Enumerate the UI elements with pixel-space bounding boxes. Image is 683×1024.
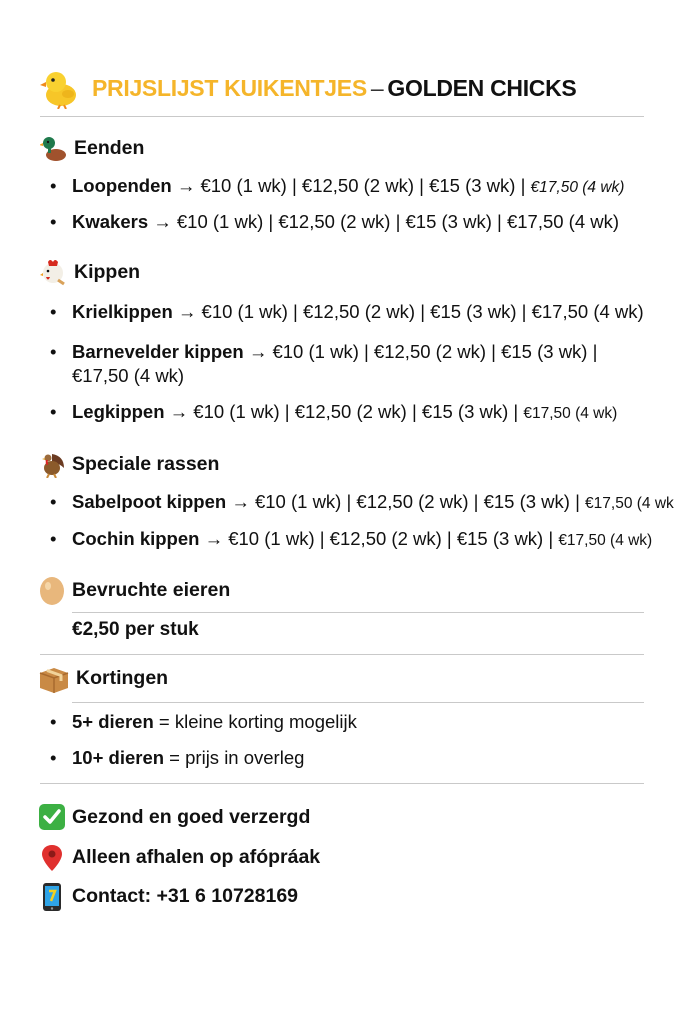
discount-text: = prijs in overleg	[164, 747, 305, 768]
discount-threshold: 5+ dieren	[72, 711, 154, 732]
divider	[40, 654, 644, 655]
footer-contact	[38, 882, 298, 910]
item-prices: → €10 (1 wk) | €12,50 (2 wk) | €15 (3 wk) | €17,50 (4 wk)	[177, 301, 644, 322]
item-name: Kwakers	[72, 211, 149, 232]
item-name: Barnevelder kippen	[72, 341, 244, 362]
item-name: Loopenden	[72, 175, 172, 196]
footer-text: Gezond en goed verzergd	[72, 805, 311, 828]
footer-text: Contact: +31 6 10728169	[72, 884, 299, 907]
title-row	[40, 66, 576, 110]
footer-health	[38, 803, 310, 831]
package-icon	[38, 664, 70, 692]
chick-icon	[40, 67, 80, 109]
footer-text: Alleen afhalen op afópráak	[72, 845, 321, 868]
item-name: Krielkippen	[72, 301, 173, 322]
divider	[40, 116, 644, 117]
list-item: • Krielkippen → €10 (1 wk) | €12,50 (2 wk) | €15 (3 wk) | €17,50 (4 wk)	[50, 301, 644, 322]
egg-price: €2,50 per stuk	[72, 619, 199, 640]
item-prices: → €10 (1 wk) | €12,50 (2 wk) | €15 (3 wk) | €17,50 (4 wk)	[153, 211, 620, 232]
title-dash: –	[370, 74, 384, 101]
list-item: • Barnevelder kippen → €10 (1 wk) | €12,50 (2 wk) | €15 (3 wk) | €17,50 (4 wk)	[50, 341, 598, 386]
egg-icon	[38, 576, 66, 604]
item-price-tail: €17,50 (4 wk	[585, 495, 674, 512]
turkey-icon	[38, 450, 66, 478]
item-prices: → €10 (1 wk) | €12,50 (2 wk) | €15 (3 wk) |	[248, 341, 598, 362]
item-prices: → €10 (1 wk) | €12,50 (2 wk) | €15 (3 wk) |	[204, 528, 554, 549]
item-name: Cochin kippen	[72, 528, 200, 549]
discount-threshold: 10+ dieren	[72, 747, 165, 768]
title-brand: GOLDEN CHICKS	[387, 74, 577, 101]
discount-text: = kleine korting mogelijk	[153, 711, 357, 732]
divider	[72, 702, 644, 703]
phone-icon	[38, 882, 66, 910]
section-label: Eenden	[74, 136, 145, 159]
item-price-tail: €17,50 (4 wk)	[523, 405, 618, 422]
item-price-tail: €17,50 (4 wk)	[530, 179, 625, 196]
section-kippen	[40, 258, 140, 286]
item-price-tail: €17,50 (4 wk)	[558, 532, 653, 549]
list-item: • Sabelpoot kippen → €10 (1 wk) | €12,50 (2 wk) | €15 (3 wk) | €17,50 (4 wk	[50, 491, 674, 512]
list-item: • Legkippen → €10 (1 wk) | €12,50 (2 wk) | €15 (3 wk) | €17,50 (4 wk)	[50, 401, 618, 422]
item-name: Sabelpoot kippen	[72, 491, 227, 512]
page-title	[92, 75, 576, 102]
divider	[72, 612, 644, 613]
section-label: Kortingen	[76, 666, 169, 689]
list-item: • Kwakers → €10 (1 wk) | €12,50 (2 wk) | €15 (3 wk) | €17,50 (4 wk)	[50, 211, 620, 232]
title-primary: PRIJSLIJST KUIKENTJES	[92, 74, 367, 101]
check-icon	[38, 803, 66, 831]
section-label: Bevruchte eieren	[72, 578, 231, 601]
footer-pickup	[38, 843, 320, 871]
section-label: Kippen	[74, 260, 141, 283]
item-prices: → €10 (1 wk) | €12,50 (2 wk) | €15 (3 wk) |	[169, 401, 519, 422]
list-item: • 10+ dieren = prijs in overleg	[50, 747, 305, 768]
item-prices: → €10 (1 wk) | €12,50 (2 wk) | €15 (3 wk) |	[231, 491, 580, 512]
divider	[40, 783, 644, 784]
list-item: • Cochin kippen → €10 (1 wk) | €12,50 (2 wk) | €15 (3 wk) | €17,50 (4 wk)	[50, 528, 653, 549]
item-name: Legkippen	[72, 401, 165, 422]
rooster-icon	[40, 258, 68, 286]
pin-icon	[38, 843, 66, 871]
section-kortingen	[38, 664, 168, 692]
section-eieren	[38, 576, 230, 604]
section-label: Speciale rassen	[72, 452, 220, 475]
item-prices-wrap: €17,50 (4 wk)	[72, 365, 185, 386]
list-item: • Loopenden → €10 (1 wk) | €12,50 (2 wk) | €15 (3 wk) | €17,50 (4 wk)	[50, 175, 625, 196]
list-item: • 5+ dieren = kleine korting mogelijk	[50, 711, 357, 732]
item-prices: → €10 (1 wk) | €12,50 (2 wk) | €15 (3 wk) |	[176, 175, 526, 196]
section-speciaal	[38, 450, 219, 478]
section-eenden	[40, 134, 144, 162]
duck-icon	[40, 134, 68, 162]
